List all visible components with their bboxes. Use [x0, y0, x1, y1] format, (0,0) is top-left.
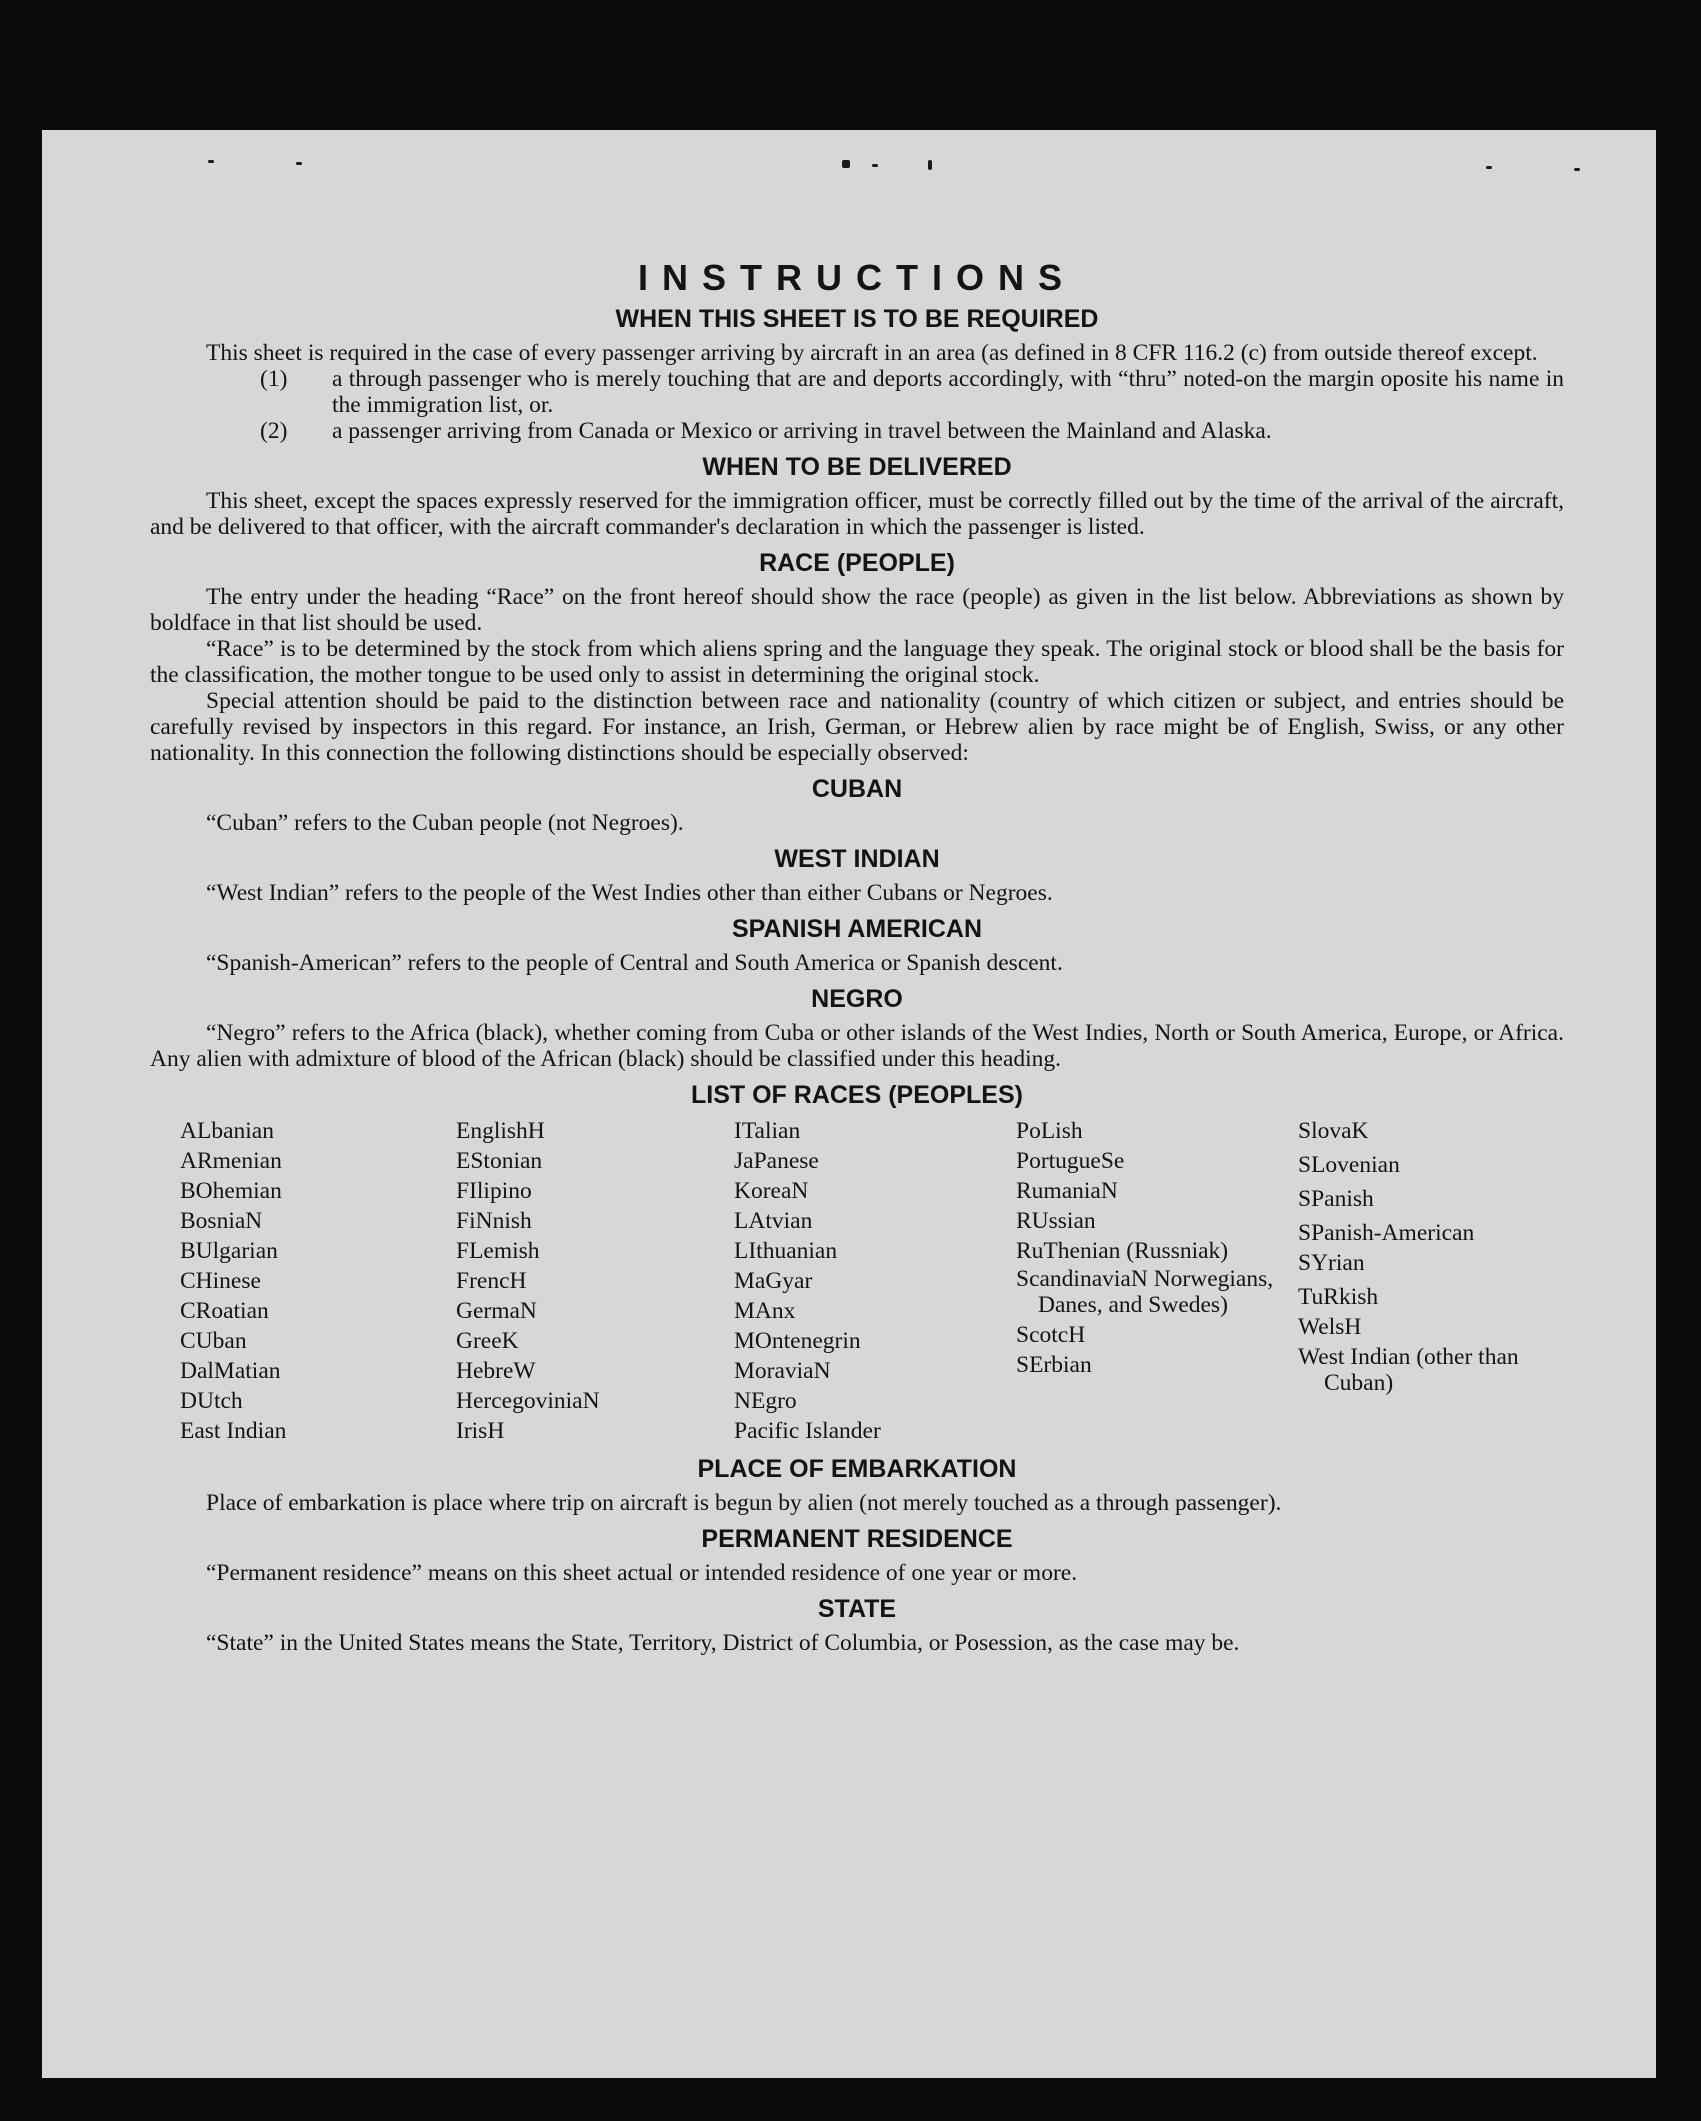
- race-item: ALbanian: [180, 1118, 274, 1144]
- race-item: EnglishH: [456, 1118, 545, 1144]
- heading-spanish-american: SPANISH AMERICAN: [731, 915, 982, 943]
- race-item: DalMatian: [180, 1358, 281, 1384]
- race-item: RUssian: [1016, 1208, 1096, 1234]
- race-item: DUtch: [180, 1388, 243, 1414]
- race-item: Pacific Islander: [734, 1418, 881, 1444]
- races-column-5: [1298, 1116, 1564, 1446]
- race-item: MoraviaN: [734, 1358, 831, 1384]
- race-paragraph-3: Special attention should be paid to the distinction between race and nationality (country of which citizen or subject, and entries should be carefully revised by inspectors in this regard. For instance, an Irish, German, or Hebrew alien by race might be of English, Swiss, or any other nationality. In this connection the following distinctions should be especially observed:: [150, 688, 1564, 766]
- race-item: FIlipino: [456, 1178, 532, 1204]
- race-item: HebreW: [456, 1358, 536, 1384]
- race-item: RumaniaN: [1016, 1178, 1118, 1204]
- race-item: IrisH: [456, 1418, 505, 1444]
- heading-state: STATE: [817, 1595, 897, 1623]
- negro-text: “Negro” refers to the Africa (black), whether coming from Cuba or other islands of the West Indies, North or South America, Europe, or Africa. Any alien with admixture of blood of the African (black) should be classified under this heading.: [150, 1020, 1564, 1072]
- race-item: JaPanese: [734, 1148, 819, 1174]
- race-item: ScandinaviaN Norwegians, Danes, and Swedes): [1016, 1266, 1274, 1318]
- race-item: East Indian: [180, 1418, 287, 1444]
- race-paragraph-1: The entry under the heading “Race” on the front hereof should show the race (people) as given in the list below. Abbreviations as shown by boldface in that list should be used.: [150, 584, 1564, 636]
- race-item: BosniaN: [180, 1208, 263, 1234]
- race-item: West Indian (other than Cuban): [1298, 1344, 1519, 1396]
- instructions-text: [150, 256, 1564, 1656]
- item-number: (2): [260, 418, 288, 444]
- page-title: INSTRUCTIONS: [638, 257, 1076, 298]
- heading-embarkation: PLACE OF EMBARKATION: [697, 1455, 1017, 1483]
- required-intro: This sheet is required in the case of every passenger arriving by aircraft in an area (as defined in 8 CFR 116.2 (c) from outside thereof except.: [206, 340, 1538, 366]
- race-paragraph-2: “Race” is to be determined by the stock from which aliens spring and the language they speak. The original stock or blood shall be the basis for the classification, the mother tongue to be used only to assist in determining the original stock.: [150, 636, 1564, 688]
- heading-required: WHEN THIS SHEET IS TO BE REQUIRED: [615, 305, 1099, 333]
- race-item: LIthuanian: [734, 1238, 838, 1264]
- race-item: BOhemian: [180, 1178, 282, 1204]
- heading-west-indian: WEST INDIAN: [774, 845, 940, 873]
- race-item: WelsH: [1298, 1314, 1362, 1340]
- race-item: SYrian: [1298, 1250, 1365, 1276]
- race-item: SLovenian: [1298, 1152, 1400, 1178]
- delivered-text: This sheet, except the spaces expressly reserved for the immigration officer, must be correctly filled out by the time of the arrival of the aircraft, and be delivered to that officer, with the aircraft commander's declaration in which the passenger is listed.: [150, 488, 1564, 540]
- races-list: [150, 1116, 1564, 1446]
- race-item: HercegoviniaN: [456, 1388, 600, 1414]
- paper-speck: [208, 160, 214, 163]
- heading-cuban: CUBAN: [811, 775, 903, 803]
- race-item: PoLish: [1016, 1118, 1083, 1144]
- paper-speck: [928, 160, 932, 170]
- race-item: MAnx: [734, 1298, 796, 1324]
- item-number: (1): [260, 366, 288, 392]
- race-item: CHinese: [180, 1268, 261, 1294]
- document-page: [42, 130, 1656, 2078]
- spanish-american-text: “Spanish-American” refers to the people of Central and South America or Spanish descent.: [206, 950, 1063, 976]
- paper-speck: [1574, 168, 1580, 171]
- race-item: ARmenian: [180, 1148, 282, 1174]
- race-item: FrencH: [456, 1268, 527, 1294]
- race-item: SErbian: [1016, 1352, 1092, 1378]
- state-text: “State” in the United States means the State, Territory, District of Columbia, or Posession, as the case may be.: [206, 1630, 1240, 1656]
- race-item: CRoatian: [180, 1298, 269, 1324]
- heading-negro: NEGRO: [811, 985, 903, 1013]
- heading-residence: PERMANENT RESIDENCE: [701, 1525, 1013, 1553]
- required-item-1: [150, 366, 1564, 418]
- item-text: a through passenger who is merely touching that are and deports accordingly, with “thru” noted-on the margin oposite his name in the immigration list, or.: [332, 366, 1564, 418]
- race-item: PortugueSe: [1016, 1148, 1125, 1174]
- paper-speck: [296, 162, 302, 165]
- race-item: GermaN: [456, 1298, 537, 1324]
- west-indian-text: “West Indian” refers to the people of the West Indies other than either Cubans or Negroes.: [206, 880, 1053, 906]
- race-item: MaGyar: [734, 1268, 813, 1294]
- races-column-1: [180, 1116, 456, 1446]
- race-item: SPanish: [1298, 1186, 1374, 1212]
- race-item: ScotcH: [1016, 1322, 1086, 1348]
- races-column-2: [456, 1116, 734, 1446]
- race-item: FiNnish: [456, 1208, 532, 1234]
- residence-text: “Permanent residence” means on this sheet actual or intended residence of one year or more.: [206, 1560, 1078, 1586]
- heading-race: RACE (PEOPLE): [759, 549, 955, 577]
- paper-speck: [842, 160, 850, 168]
- race-item: TuRkish: [1298, 1284, 1379, 1310]
- race-item: EStonian: [456, 1148, 543, 1174]
- race-item: KoreaN: [734, 1178, 809, 1204]
- required-item-2: [150, 418, 1564, 444]
- race-item: SPanish-American: [1298, 1220, 1475, 1246]
- race-item: CUban: [180, 1328, 247, 1354]
- race-item: MOntenegrin: [734, 1328, 861, 1354]
- race-item: SlovaK: [1298, 1118, 1369, 1144]
- race-item: NEgro: [734, 1388, 797, 1414]
- paper-speck: [872, 164, 878, 167]
- race-item: RuThenian (Russniak): [1016, 1238, 1229, 1264]
- race-item: GreeK: [456, 1328, 519, 1354]
- cuban-text: “Cuban” refers to the Cuban people (not Negroes).: [206, 810, 684, 836]
- paper-speck: [1486, 166, 1492, 169]
- race-item: FLemish: [456, 1238, 540, 1264]
- races-column-3: [734, 1116, 1016, 1446]
- races-column-4: [1016, 1116, 1298, 1446]
- race-item: BUlgarian: [180, 1238, 278, 1264]
- embarkation-text: Place of embarkation is place where trip on aircraft is begun by alien (not merely touched as a through passenger).: [206, 1490, 1282, 1516]
- heading-races-list: LIST OF RACES (PEOPLES): [691, 1081, 1023, 1109]
- race-item: LAtvian: [734, 1208, 813, 1234]
- item-text: a passenger arriving from Canada or Mexico or arriving in travel between the Mainland and Alaska.: [332, 418, 1272, 444]
- heading-delivered: WHEN TO BE DELIVERED: [702, 453, 1012, 481]
- race-item: ITalian: [734, 1118, 801, 1144]
